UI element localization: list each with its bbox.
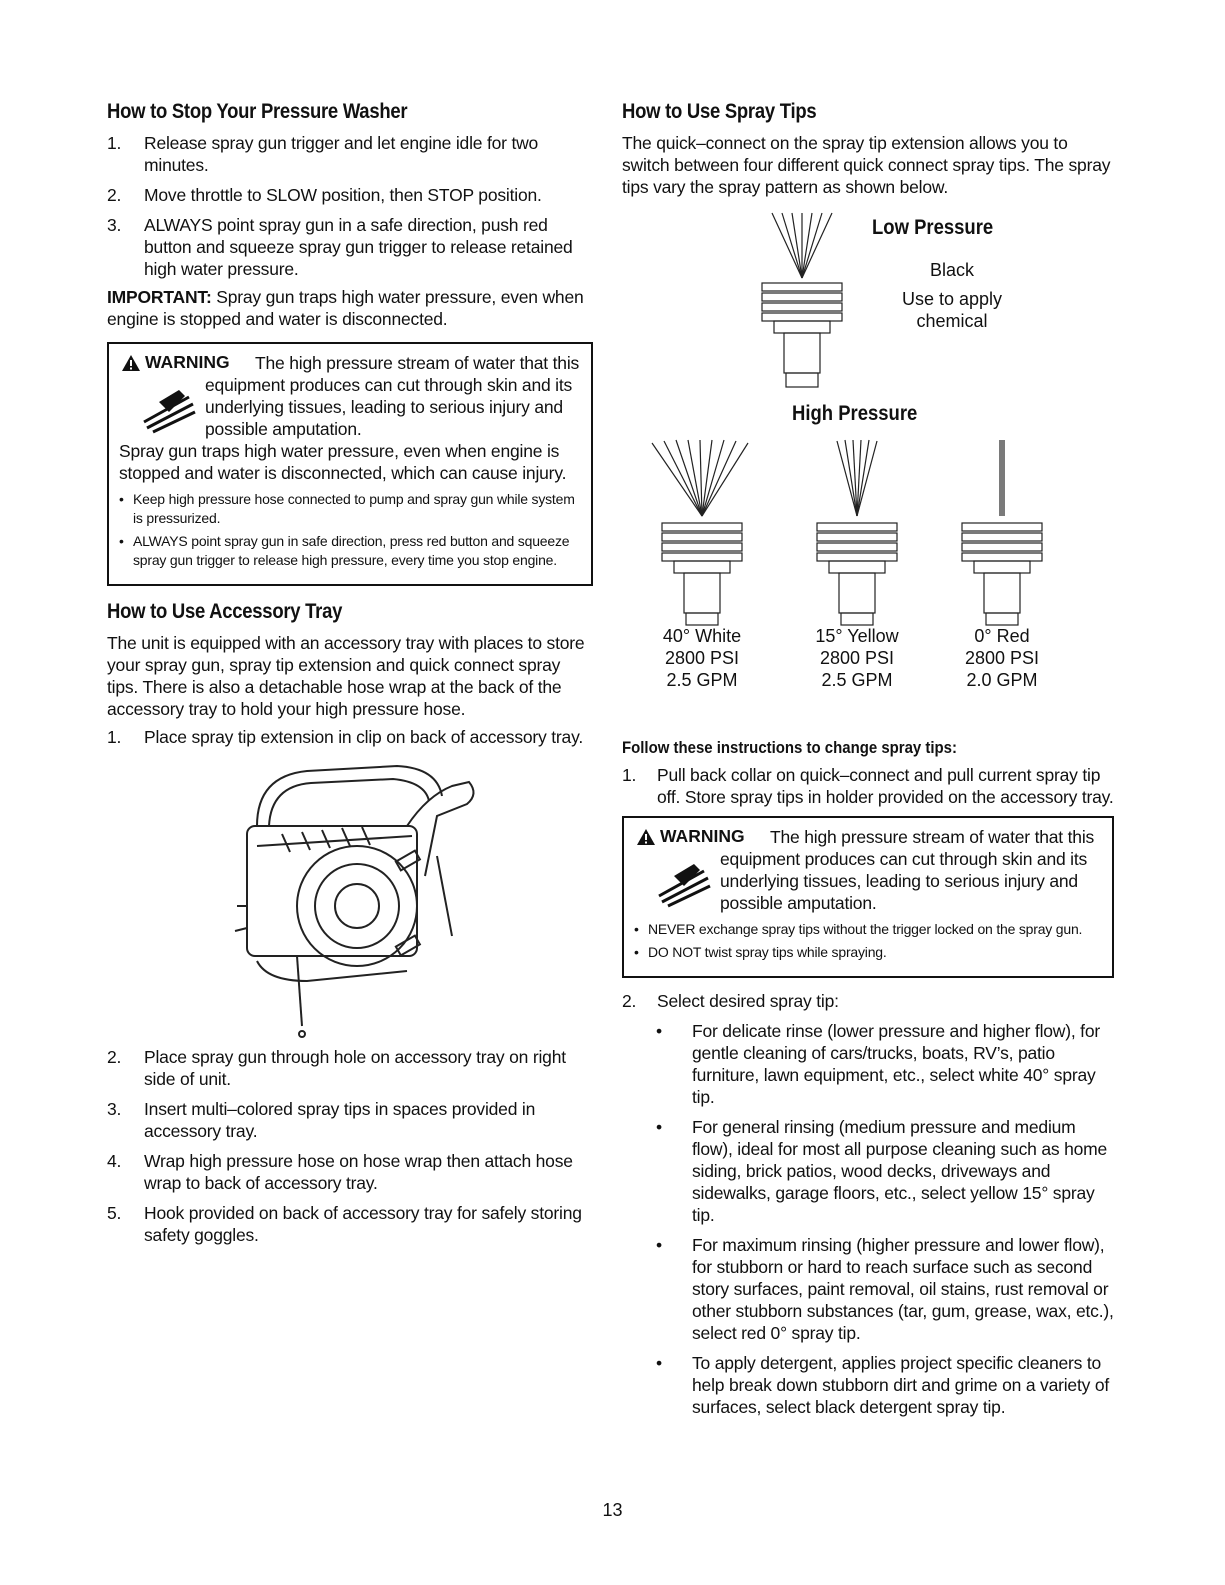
page-number: 13 (602, 1500, 623, 1520)
low-pressure-title: Low Pressure (872, 216, 994, 239)
list-item (107, 184, 593, 206)
tray-steps (107, 1046, 593, 1246)
step-text: Move throttle to SLOW position, then STOP position. (144, 185, 542, 205)
tip-angle: 15° Yellow (815, 626, 899, 646)
low-pressure-tip-icon (752, 208, 852, 398)
tip-angle: 0° Red (974, 626, 1030, 646)
warning-label: WARNING (145, 352, 230, 372)
red-0-tip-icon (942, 438, 1062, 628)
change-tip-step-2 (622, 990, 1114, 1012)
list-item (107, 1098, 593, 1142)
step-text: Pull back collar on quick–connect and pull current spray tip off. Store spray tips in holder provided on the accessory tray. (657, 765, 1114, 807)
step-number: 4. (107, 1151, 122, 1171)
warning-label: WARNING (660, 826, 745, 846)
warning-lead: The high pressure stream of water that this equipment produces can cut through skin and its underlying tissues, leading to serious injury and possible amputation. (720, 827, 1095, 913)
list-item: • ALWAYS point spray gun in safe direction, press red button and squeeze spray gun trigger to release high pressure, every time you stop engine. (119, 532, 581, 570)
warning-box (622, 816, 1114, 978)
step-number: 2. (622, 991, 637, 1011)
tip-gpm: 2.0 GPM (966, 670, 1038, 690)
tip-gpm: 2.5 GPM (821, 670, 893, 690)
spray-tip-options (656, 1020, 1114, 1418)
warning-header (634, 826, 1102, 914)
tip-psi: 2800 PSI (964, 648, 1040, 668)
tip-gpm: 2.5 GPM (666, 670, 738, 690)
tip-label-red (942, 625, 1062, 691)
white-40-tip-icon (642, 438, 762, 628)
right-column (622, 100, 1114, 1426)
warning-body: Spray gun traps high water pressure, even when engine is stopped and water is disconnected, which can cause injury. (119, 441, 567, 483)
spray-tips-intro: The quick–connect on the spray tip extension allows you to switch between four different quick connect spray tips. The spray tips vary the spray pattern as shown below. (622, 133, 1111, 197)
list-item (107, 214, 593, 280)
list-item (622, 764, 1114, 808)
warning-triangle-icon (121, 354, 141, 377)
important-label: IMPORTANT: (107, 287, 212, 307)
list-item: • For general rinsing (medium pressure and medium flow), ideal for most all purpose cleaning such as home siding, brick patios, wood decks, driveways and sidewalks, garage floors, etc., select yellow 15° spray tip. (656, 1116, 1114, 1226)
step-number: 1. (107, 133, 122, 153)
stop-heading: How to Stop Your Pressure Washer (107, 100, 408, 123)
step-text: ALWAYS point spray gun in a safe direction, push red button and squeeze spray gun trigger to release retained high water pressure. (144, 215, 573, 279)
step-text: Insert multi–colored spray tips in spaces provided in accessory tray. (144, 1099, 536, 1141)
step-text: Select desired spray tip: (657, 991, 839, 1011)
list-item (107, 726, 593, 748)
tip-label-yellow (797, 625, 917, 691)
list-item (622, 990, 1114, 1012)
spray-tips-heading: How to Use Spray Tips (622, 100, 817, 123)
accessory-tray-illustration (107, 756, 593, 1046)
step-number: 2. (107, 185, 122, 205)
high-pressure-title: High Pressure (792, 402, 918, 425)
step-number: 1. (622, 765, 637, 785)
tip-psi: 2800 PSI (664, 648, 740, 668)
step-number: 3. (107, 215, 122, 235)
tip-label-white (642, 625, 762, 691)
warning-lead: The high pressure stream of water that this equipment produces can cut through skin and its underlying tissues, leading to serious injury and possible amputation. (205, 353, 580, 439)
step-number: 1. (107, 727, 122, 747)
warning-box (107, 342, 593, 586)
list-item (107, 132, 593, 176)
step-text: Wrap high pressure hose on hose wrap then attach hose wrap to back of accessory tray. (144, 1151, 573, 1193)
warning-bullets (634, 920, 1102, 962)
follow-instructions-heading: Follow these instructions to change spray tips: (622, 738, 957, 757)
list-item: • DO NOT twist spray tips while spraying. (634, 943, 1102, 962)
list-item (107, 1046, 593, 1090)
important-note (107, 286, 593, 330)
list-item (107, 1202, 593, 1246)
step-text: Place spray tip extension in clip on back of accessory tray. (144, 727, 584, 747)
step-number: 5. (107, 1203, 122, 1223)
warning-bullets (119, 490, 581, 570)
list-item: • Keep high pressure hose connected to pump and spray gun while system is pressurized. (119, 490, 581, 528)
list-item: • NEVER exchange spray tips without the trigger locked on the spray gun. (634, 920, 1102, 939)
low-pressure-use: Use to apply chemical (901, 289, 1003, 331)
left-column (107, 100, 593, 1254)
step-text: Release spray gun trigger and let engine idle for two minutes. (144, 133, 539, 175)
warning-triangle-icon (636, 828, 656, 851)
list-item: • To apply detergent, applies project specific cleaners to help break down stubborn dirt and grime on a variety of surfaces, select black detergent spray tip. (656, 1352, 1114, 1418)
hand-injury-icon (654, 856, 714, 913)
stop-steps (107, 132, 593, 280)
tray-step-1 (107, 726, 593, 748)
step-text: Hook provided on back of accessory tray for safely storing safety goggles. (144, 1203, 582, 1245)
low-pressure-color: Black (929, 260, 974, 280)
step-number: 3. (107, 1099, 122, 1119)
list-item: • For delicate rinse (lower pressure and higher flow), for gentle cleaning of cars/trucks, boats, RV’s, patio furniture, lawn equipment, etc., select white 40° spray tip. (656, 1020, 1114, 1108)
tip-psi: 2800 PSI (819, 648, 895, 668)
change-tip-step-1 (622, 764, 1114, 808)
tray-heading: How to Use Accessory Tray (107, 600, 343, 623)
list-item: • For maximum rinsing (higher pressure and lower flow), for stubborn or hard to reach surface such as second story surfaces, paint removal, oil stains, rust removal or other stubborn substances (tar, gum, grease, wax, etc.), select red 0° spray tip. (656, 1234, 1114, 1344)
list-item (107, 1150, 593, 1194)
warning-header (119, 352, 581, 440)
spray-tips-diagram (622, 198, 1114, 728)
hand-injury-icon (139, 382, 199, 439)
step-number: 2. (107, 1047, 122, 1067)
important-text: Spray gun traps high water pressure, even when engine is stopped and water is disconnected. (107, 287, 584, 329)
tip-angle: 40° White (662, 626, 742, 646)
step-text: Place spray gun through hole on accessory tray on right side of unit. (144, 1047, 566, 1089)
yellow-15-tip-icon (797, 438, 917, 628)
tray-intro: The unit is equipped with an accessory tray with places to store your spray gun, spray tip extension and quick connect spray tips. There is also a detachable hose wrap at the back of the accessory tray to hold your high pressure hose. (107, 633, 585, 719)
